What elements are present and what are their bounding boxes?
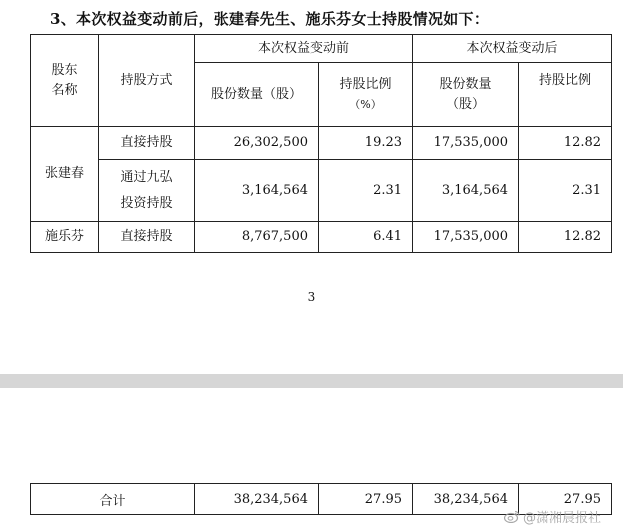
cell-shares-before: 26,302,500 <box>195 127 319 160</box>
header-holder-name <box>31 35 99 127</box>
header-group-before: 本次权益变动前 <box>195 35 413 63</box>
cell-method: 直接持股 <box>99 222 195 253</box>
cell-method-line-2: 投资持股 <box>120 195 173 211</box>
table-row <box>31 127 612 160</box>
watermark <box>504 507 601 526</box>
total-label: 合计 <box>31 484 195 515</box>
header-method: 持股方式 <box>99 35 195 127</box>
shareholding-table <box>30 34 612 253</box>
header-ratio-before-line-1: 持股比例 <box>339 76 392 92</box>
header-group-after: 本次权益变动后 <box>413 35 612 63</box>
header-shares-after <box>413 63 519 127</box>
header-ratio-after: 持股比例 <box>519 63 612 127</box>
table-row <box>31 160 612 222</box>
total-ratio-after: 27.95 <box>519 484 612 515</box>
header-ratio-before-line-2: （%） <box>349 97 382 111</box>
cell-shares-after: 17,535,000 <box>413 127 519 160</box>
total-shares-before: 38,234,564 <box>195 484 319 515</box>
cell-method-line-1: 通过九弘 <box>120 169 173 185</box>
header-shares-after-line-2: （股） <box>446 96 486 112</box>
cell-ratio-after: 2.31 <box>519 160 612 222</box>
cell-holder: 张建春 <box>31 127 99 222</box>
cell-holder: 施乐芬 <box>31 222 99 253</box>
weibo-icon <box>504 510 520 523</box>
total-ratio-before: 27.95 <box>319 484 413 515</box>
cell-ratio-after: 12.82 <box>519 222 612 253</box>
header-holder-line-2: 名称 <box>51 82 78 98</box>
cell-shares-before: 3,164,564 <box>195 160 319 222</box>
cell-ratio-before: 2.31 <box>319 160 413 222</box>
cell-method: 直接持股 <box>99 127 195 160</box>
cell-shares-after: 17,535,000 <box>413 222 519 253</box>
cell-ratio-after: 12.82 <box>519 127 612 160</box>
cell-ratio-before: 19.23 <box>319 127 413 160</box>
page-number: 3 <box>307 290 316 304</box>
header-shares-before: 股份数量（股） <box>195 63 319 127</box>
cell-shares-before: 8,767,500 <box>195 222 319 253</box>
cell-shares-after: 3,164,564 <box>413 160 519 222</box>
total-shares-after: 38,234,564 <box>413 484 519 515</box>
header-shares-after-line-1: 股份数量 <box>439 76 492 92</box>
watermark-text: @潇湘晨报社 <box>522 511 601 526</box>
section-heading: 3、本次权益变动前后，张建春先生、施乐芬女士持股情况如下： <box>50 10 490 28</box>
cell-ratio-before: 6.41 <box>319 222 413 253</box>
page-separator <box>0 374 623 388</box>
header-holder-line-1: 股东 <box>51 62 78 78</box>
table-row <box>31 222 612 253</box>
header-ratio-before <box>319 63 413 127</box>
cell-method <box>99 160 195 222</box>
